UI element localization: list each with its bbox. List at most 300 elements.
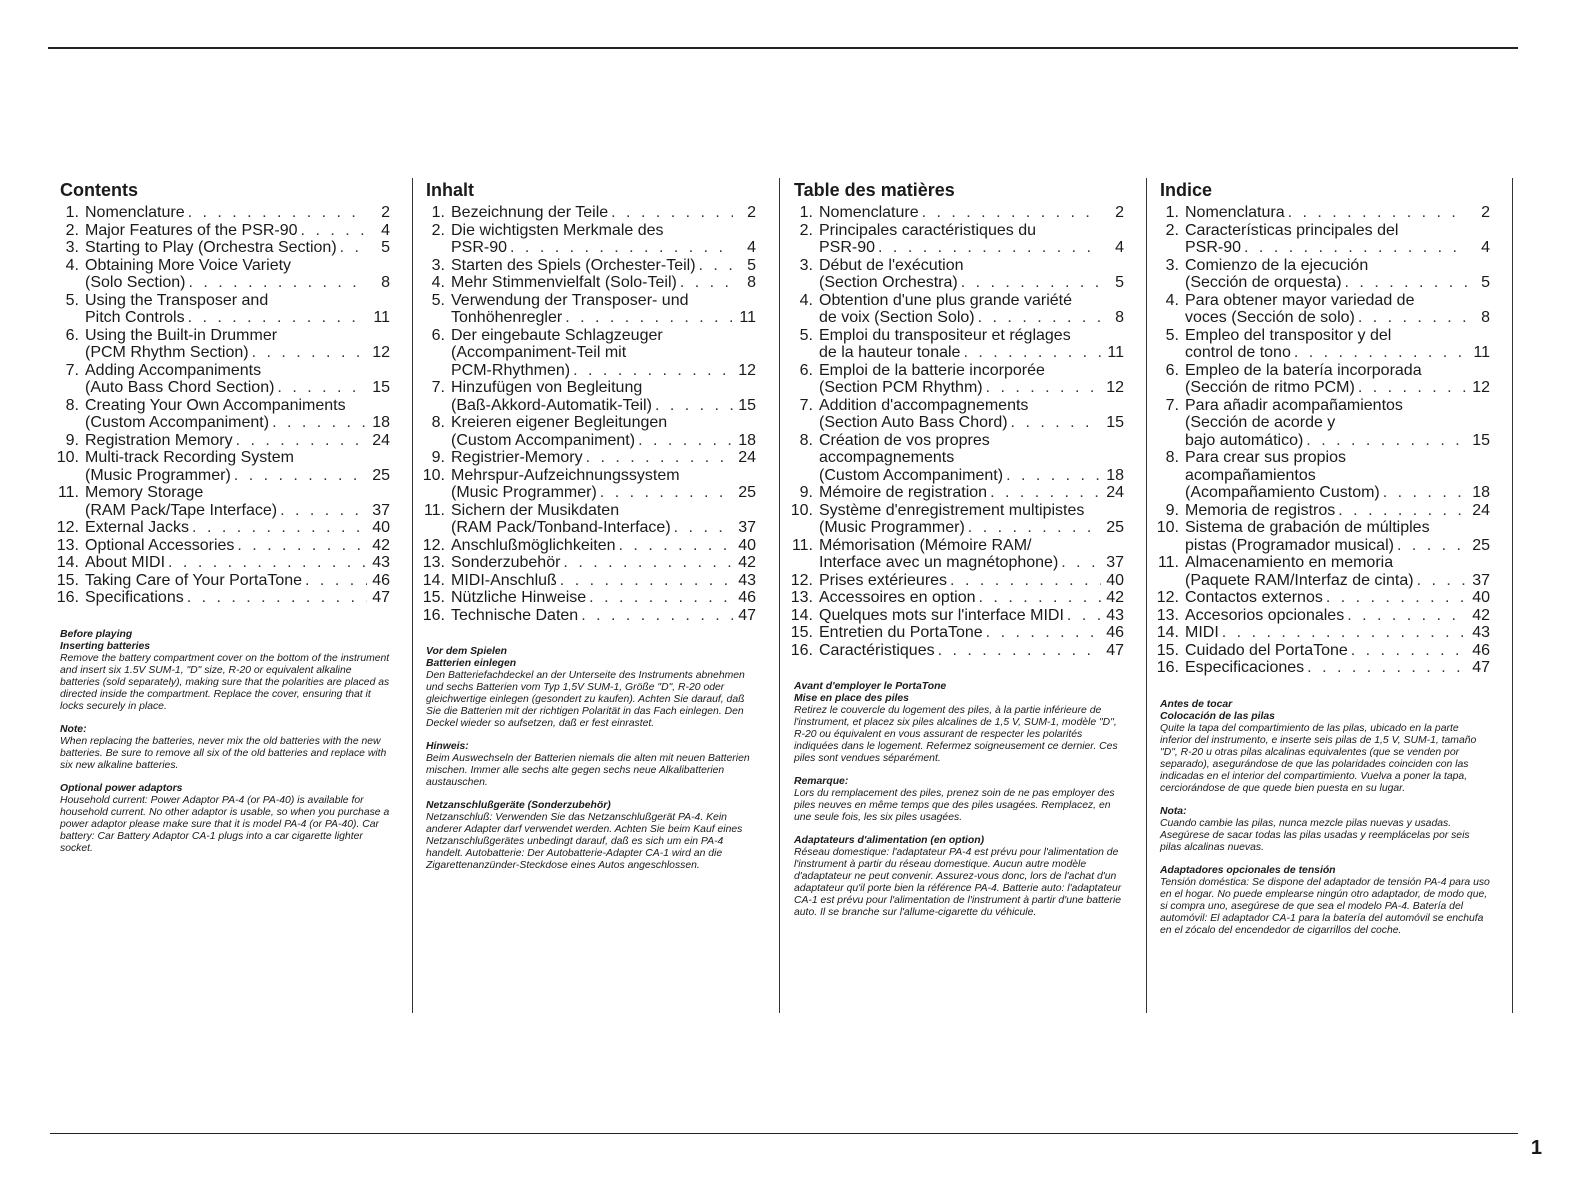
toc-title-line: (Custom Accompaniment) (819, 466, 1004, 484)
toc-title-line: (Sección de ritmo PCM) (1185, 379, 1355, 396)
toc-number: 6. (799, 361, 813, 379)
dot-leader (978, 309, 1101, 327)
dot-leader (1061, 554, 1101, 572)
toc-body (1185, 327, 1490, 362)
toc-number: 9. (65, 431, 79, 449)
toc-page-number: 25 (1472, 536, 1490, 554)
dot-leader (189, 274, 368, 292)
toc-number: 7. (431, 379, 445, 396)
dot-leader (878, 239, 1101, 257)
dot-leader (1383, 484, 1467, 502)
note-title: Colocación de las pilas (1160, 710, 1275, 722)
toc-number: 6. (431, 326, 445, 344)
dot-leader (961, 274, 1101, 292)
toc-title-line: Die wichtigsten Merkmale des (451, 221, 664, 239)
toc-page-number: 25 (738, 484, 756, 501)
toc-body (85, 589, 390, 607)
toc-body (451, 204, 756, 222)
toc-body (85, 397, 390, 432)
top-rule (48, 47, 1518, 49)
toc-entry (52, 204, 390, 222)
note-block (794, 681, 1124, 693)
dot-leader (573, 362, 733, 380)
toc-list (52, 204, 390, 607)
note-title: Batterien einlegen (426, 658, 517, 669)
toc-title-line: Taking Care of Your PortaTone (85, 571, 303, 589)
toc-entry (418, 379, 756, 414)
toc-title-last-line (1185, 537, 1490, 555)
toc-page-number: 5 (1115, 274, 1124, 291)
toc-entry (1152, 502, 1490, 520)
toc-body (85, 449, 390, 484)
toc-page-number: 11 (373, 309, 390, 326)
toc-title-line: Registration Memory (85, 431, 233, 449)
note-block (60, 724, 390, 772)
toc-page-number: 12 (1472, 379, 1490, 396)
dot-leader (277, 379, 367, 397)
toc-page-number: 43 (372, 554, 390, 571)
toc-entry (1152, 642, 1490, 660)
toc-number: 7. (65, 361, 79, 379)
toc-title-last-line (819, 239, 1124, 257)
toc-title-line: Starten des Spiels (Orchester-Teil) (451, 256, 696, 274)
dot-leader (565, 309, 733, 327)
toc-body (451, 537, 756, 555)
dot-leader (1244, 239, 1467, 257)
toc-entry (786, 327, 1124, 362)
note-title: Optional power adaptors (60, 782, 183, 794)
toc-page-number: 5 (747, 256, 756, 274)
toc-list (418, 204, 756, 624)
toc-body (451, 449, 756, 467)
toc-title-line: Obtaining More Voice Variety (85, 256, 292, 274)
toc-title-last-line (85, 309, 390, 327)
toc-title-line: Sonderzubehör (451, 554, 561, 571)
toc-page-number: 2 (381, 204, 390, 221)
toc-page-number: 43 (1472, 624, 1490, 641)
dot-leader (563, 554, 733, 572)
dot-leader (586, 449, 733, 467)
toc-entry (1152, 292, 1490, 327)
toc-page-number: 24 (1106, 484, 1124, 501)
toc-title-line: (Section Orchestra) (819, 274, 958, 291)
toc-page-number: 42 (1106, 589, 1124, 606)
toc-number: 6. (1165, 361, 1179, 379)
toc-body (819, 589, 1124, 607)
dot-leader (968, 519, 1101, 537)
toc-page-number: 12 (1106, 379, 1124, 396)
toc-title-line: Sichern der Musikdaten (451, 501, 620, 519)
column-divider (412, 178, 413, 1013)
toc-entry (786, 642, 1124, 660)
toc-title-last-line (819, 554, 1124, 572)
toc-title-line: Para crear sus propios (1185, 449, 1346, 466)
toc-body (451, 379, 756, 414)
toc-number: 14. (790, 606, 813, 624)
dot-leader (950, 572, 1101, 590)
toc-entry (786, 607, 1124, 625)
dot-leader (655, 397, 733, 415)
dot-leader (1417, 572, 1467, 590)
toc-number: 13. (790, 589, 813, 606)
toc-page-number: 47 (738, 606, 756, 624)
toc-title-line: PSR-90 (451, 239, 508, 256)
toc-body (451, 257, 756, 275)
dot-leader (979, 589, 1101, 607)
toc-number: 9. (799, 484, 813, 501)
toc-number: 1. (431, 204, 445, 221)
toc-entry (1152, 204, 1490, 222)
toc-entry (52, 222, 390, 240)
toc-title-last-line (819, 414, 1124, 432)
dot-leader (340, 239, 367, 257)
toc-page-number: 2 (1481, 204, 1490, 221)
toc-page-number: 40 (372, 519, 390, 536)
toc-title-last-line (85, 589, 390, 607)
toc-title-line: Bezeichnung der Teile (451, 204, 609, 221)
toc-number: 14. (422, 571, 445, 589)
toc-body (1185, 519, 1490, 554)
toc-page-number: 15 (1106, 414, 1124, 431)
toc-title-line: Caractéristiques (819, 641, 935, 659)
toc-number: 14. (56, 554, 79, 571)
toc-number: 16. (56, 589, 79, 606)
toc-entry (1152, 449, 1490, 502)
toc-page-number: 37 (1472, 571, 1490, 589)
toc-title-line: Creating Your Own Accompaniments (85, 396, 346, 414)
toc-page-number: 24 (738, 449, 756, 466)
toc-title-line: Using the Built-in Drummer (85, 326, 278, 344)
toc-number: 9. (431, 449, 445, 466)
toc-entry (1152, 554, 1490, 589)
dot-leader (1222, 624, 1467, 642)
toc-number: 8. (799, 431, 813, 449)
toc-page-number: 46 (372, 571, 390, 589)
toc-title-last-line (819, 344, 1124, 362)
toc-number: 4. (1165, 291, 1179, 309)
note-title: Netzanschlußgeräte (Sonderzubehör) (426, 800, 611, 811)
toc-body (451, 222, 756, 257)
toc-title-line: Pitch Controls (85, 309, 185, 326)
toc-body (85, 554, 390, 572)
toc-body (1185, 607, 1490, 625)
note-text: Tensión doméstica: Se dispone del adaptador de tensión PA-4 para uso en el hogar. No puede emplearse ningún otro adaptador, de modo que, si compra uno, asegúrese de que sea el modelo PA-4. Batería del automóvil: El adaptador CA-1 para la batería del automóvil se enchufa en el zócalo del encendedor de cigarrillos del coche. (1160, 876, 1490, 936)
toc-title-line: Addition d'accompagnements (819, 396, 1029, 414)
toc-body (85, 292, 390, 327)
toc-page-number: 40 (1472, 589, 1490, 606)
dot-leader (922, 204, 1101, 222)
dot-leader (188, 309, 367, 327)
column-german (418, 180, 756, 883)
toc-body (451, 292, 756, 327)
toc-body (85, 222, 390, 240)
dot-leader (236, 432, 367, 450)
toc-number: 1. (799, 204, 813, 221)
toc-list (786, 204, 1124, 659)
toc-entry (52, 362, 390, 397)
note-block (1160, 699, 1490, 711)
note-title: Avant d'employer le PortaTone (794, 681, 947, 692)
toc-title-line: Der eingebaute Schlagzeuger (451, 326, 663, 344)
toc-page-number: 4 (381, 221, 390, 239)
toc-title-line: Major Features of the PSR-90 (85, 221, 298, 239)
note-block (426, 741, 756, 789)
toc-entry (786, 589, 1124, 607)
toc-number: 7. (1165, 396, 1179, 414)
toc-title-line: (Sección de orquesta) (1185, 274, 1342, 291)
toc-number: 9. (1165, 501, 1179, 519)
toc-title-last-line (1185, 432, 1490, 450)
toc-title-last-line (819, 572, 1124, 590)
toc-title-line: (Custom Accompaniment) (85, 414, 270, 431)
toc-body (451, 414, 756, 449)
toc-number: 2. (65, 221, 79, 239)
toc-number: 10. (790, 501, 813, 519)
toc-number: 6. (65, 326, 79, 344)
toc-title-line: Adding Accompaniments (85, 361, 262, 379)
toc-title-last-line (451, 519, 756, 537)
toc-body (85, 484, 390, 519)
toc-body (1185, 554, 1490, 589)
toc-entry (52, 537, 390, 555)
toc-number: 12. (56, 519, 79, 536)
toc-title-last-line (819, 519, 1124, 537)
toc-body (1185, 624, 1490, 642)
toc-title-last-line (1185, 642, 1490, 660)
toc-page-number: 37 (738, 519, 756, 536)
column-heading: Indice (1160, 180, 1213, 200)
toc-title-line: (Music Programmer) (451, 484, 597, 501)
toc-number: 10. (422, 466, 445, 484)
toc-title-line: Características principales del (1185, 221, 1399, 239)
dot-leader (680, 274, 733, 292)
toc-title-last-line (819, 274, 1124, 292)
toc-body (451, 274, 756, 292)
toc-number: 11. (791, 536, 813, 554)
toc-page-number: 11 (739, 309, 756, 326)
toc-entry (418, 467, 756, 502)
toc-title-line: Kreieren eigener Begleitungen (451, 414, 668, 431)
page-number: 1 (1530, 1137, 1542, 1159)
dot-leader (619, 537, 733, 555)
toc-number: 10. (56, 449, 79, 466)
toc-title-line: de voix (Section Solo) (819, 309, 975, 326)
toc-title-last-line (819, 642, 1124, 660)
toc-page-number: 4 (747, 239, 756, 256)
toc-number: 11. (57, 484, 79, 501)
note-title: Nota: (1160, 805, 1187, 817)
toc-body (451, 589, 756, 607)
toc-body (819, 222, 1124, 257)
dot-leader (1006, 467, 1101, 485)
toc-title-line: Empleo del transpositor y del (1185, 326, 1392, 344)
toc-title-line: Memoria de registros (1185, 501, 1336, 519)
toc-title-line: (Baß-Akkord-Automatik-Teil) (451, 396, 652, 414)
toc-entry (418, 327, 756, 380)
toc-title-last-line (451, 607, 756, 625)
toc-entry (786, 537, 1124, 572)
toc-title-line: Cuidado del PortaTone (1185, 641, 1348, 659)
dot-leader (589, 589, 733, 607)
toc-title-line: Verwendung der Transposer- und (451, 291, 689, 309)
toc-entry (418, 257, 756, 275)
toc-title-line: Para añadir acompañamientos (1185, 396, 1403, 414)
toc-title-line: pistas (Programador musical) (1185, 536, 1394, 554)
toc-entry (418, 274, 756, 292)
dot-leader (611, 204, 733, 222)
toc-number: 13. (422, 554, 445, 571)
toc-number: 7. (799, 396, 813, 414)
toc-title-last-line (1185, 344, 1490, 362)
toc-number: 15. (422, 589, 445, 606)
toc-title-line: (Music Programmer) (819, 519, 965, 536)
toc-title-line: Comienzo de la ejecución (1185, 256, 1369, 274)
toc-title-line: Starting to Play (Orchestra Section) (85, 239, 337, 256)
toc-title-last-line (85, 432, 390, 450)
dot-leader (1338, 502, 1467, 520)
toc-title-line: Entretien du PortaTone (819, 624, 983, 641)
toc-entry (418, 292, 756, 327)
toc-title-line: Multi-track Recording System (85, 449, 294, 466)
toc-title-line: PCM-Rhythmen) (451, 361, 571, 379)
note-block (1160, 711, 1490, 795)
toc-body (1185, 589, 1490, 607)
toc-entry (1152, 659, 1490, 677)
toc-page-number: 42 (1472, 606, 1490, 624)
dot-leader (990, 484, 1101, 502)
toc-title-last-line (1185, 502, 1490, 520)
dot-leader (252, 344, 367, 362)
toc-body (85, 537, 390, 555)
toc-entry (1152, 624, 1490, 642)
dot-leader (1011, 414, 1101, 432)
toc-body (451, 607, 756, 625)
toc-entry (786, 397, 1124, 432)
toc-title-line: Mehr Stimmenvielfalt (Solo-Teil) (451, 274, 677, 291)
toc-body (819, 572, 1124, 590)
note-title: Before playing (60, 628, 133, 640)
toc-number: 2. (431, 221, 445, 239)
toc-title-line: PSR-90 (1185, 239, 1242, 256)
toc-number: 16. (1156, 659, 1179, 676)
dot-leader (280, 502, 367, 520)
note-text: Quite la tapa del compartimiento de las pilas, ubicado en la parte inferior del instrumento, e inserte seis pilas de 1,5 V, SUM-1, tamaño "D", R-20 u otras pilas alcalinas equivalentes (que se venden por separado), asegurándose de que las polaridades coinciden con las indicadas en el interior del compartimiento. Vuelva a poner la tapa, cerciorándose de que quede bien puesta en su lugar. (1160, 722, 1477, 794)
toc-entry (786, 502, 1124, 537)
toc-number: 1. (65, 204, 79, 221)
toc-body (85, 257, 390, 292)
toc-title-line: MIDI-Anschluß (451, 571, 557, 589)
toc-number: 15. (790, 624, 813, 641)
toc-title-last-line (819, 379, 1124, 397)
note-block (794, 693, 1124, 765)
dot-leader (1288, 204, 1467, 222)
toc-page-number: 18 (1106, 466, 1124, 484)
note-block (426, 658, 756, 730)
dot-leader (187, 589, 367, 607)
note-block (794, 835, 1124, 919)
toc-entry (418, 414, 756, 449)
toc-title-last-line (451, 572, 756, 590)
dot-leader (938, 642, 1101, 660)
toc-body (1185, 292, 1490, 327)
toc-title-line: Nomenclatura (1185, 204, 1285, 221)
toc-page-number: 8 (1481, 309, 1490, 326)
note-text: When replacing the batteries, never mix the old batteries with the new batteries. Be sure to remove all six of the old batteries and replace with six new alkaline batteries. (60, 735, 387, 771)
toc-page-number: 43 (1106, 606, 1124, 624)
toc-entry (418, 502, 756, 537)
note-block (60, 629, 390, 641)
toc-entry (52, 572, 390, 590)
toc-number: 5. (431, 291, 445, 309)
toc-title-last-line (1185, 239, 1490, 257)
toc-body (819, 257, 1124, 292)
toc-entry (1152, 362, 1490, 397)
note-block (426, 800, 756, 872)
note-title: Note: (60, 723, 87, 735)
toc-number: 15. (1156, 641, 1179, 659)
toc-title-last-line (85, 467, 390, 485)
toc-page-number: 24 (372, 431, 390, 449)
toc-number: 12. (422, 536, 445, 554)
toc-title-last-line (451, 449, 756, 467)
toc-page-number: 4 (1115, 239, 1124, 256)
dot-leader (305, 572, 367, 590)
toc-title-last-line (1185, 309, 1490, 327)
toc-title-line: bajo automático) (1185, 431, 1304, 449)
toc-title-line: Interface avec un magnétophone) (819, 554, 1059, 571)
toc-number: 4. (431, 274, 445, 291)
toc-body (1185, 362, 1490, 397)
toc-title-line: Emploi du transpositeur et réglages (819, 326, 1071, 344)
toc-title-line: (Section Auto Bass Chord) (819, 414, 1008, 431)
toc-title-last-line (451, 362, 756, 380)
toc-entry (52, 589, 390, 607)
toc-page-number: 47 (372, 589, 390, 606)
toc-number: 8. (1165, 449, 1179, 466)
toc-entry (1152, 607, 1490, 625)
toc-body (819, 642, 1124, 660)
toc-page-number: 40 (1106, 571, 1124, 589)
toc-entry (52, 292, 390, 327)
column-divider (779, 178, 780, 1013)
toc-entry (786, 572, 1124, 590)
toc-number: 11. (1157, 554, 1179, 571)
toc-entry (418, 589, 756, 607)
toc-body (85, 519, 390, 537)
notes-section (1152, 699, 1490, 937)
toc-body (85, 432, 390, 450)
dot-leader (699, 257, 733, 275)
dot-leader (1326, 589, 1467, 607)
dot-leader (1307, 659, 1467, 677)
toc-entry (52, 239, 390, 257)
toc-title-line: (Section PCM Rhythm) (819, 379, 983, 396)
toc-title-line: (Paquete RAM/Interfaz de cinta) (1185, 571, 1414, 589)
note-block (1160, 865, 1490, 937)
toc-title-last-line (85, 344, 390, 362)
toc-title-last-line (451, 309, 756, 327)
toc-title-line: Mémoire de registration (819, 484, 988, 501)
toc-title-line: control de tono (1185, 344, 1291, 361)
toc-title-line: Début de l'exécution (819, 256, 964, 274)
note-block (1160, 806, 1490, 854)
toc-page-number: 47 (1106, 641, 1124, 659)
toc-body (1185, 397, 1490, 450)
toc-title-line: Tonhöhenregler (451, 309, 563, 326)
toc-page-number: 12 (738, 361, 756, 379)
toc-title-last-line (85, 537, 390, 555)
toc-page-number: 24 (1472, 501, 1490, 519)
